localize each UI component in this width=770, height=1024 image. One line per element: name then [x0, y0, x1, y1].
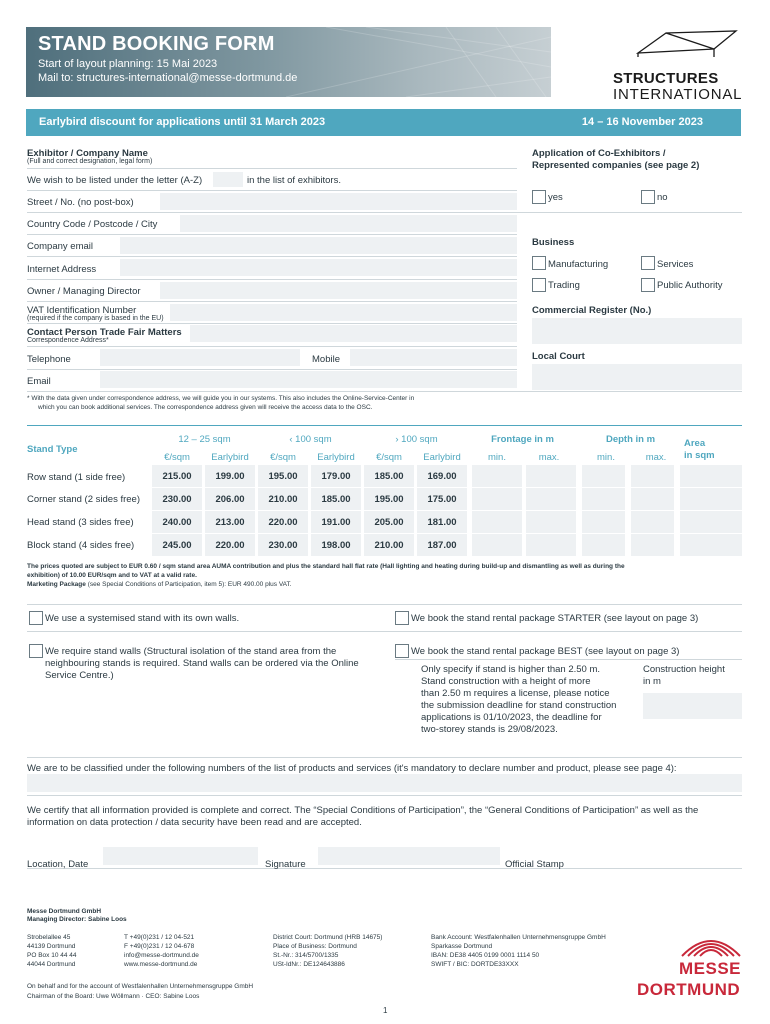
classified-label: We are to be classified under the following numbers of the list of products and services (it's mandatory to declare number and product, please see page 4): — [27, 763, 677, 774]
company-email-label: Company email — [27, 241, 93, 252]
footer-text: St.-Nr.: 314/5700/1335 — [273, 952, 339, 959]
letter-suffix: in the list of exhibitors. — [247, 175, 341, 186]
price-cell: 175.00 — [427, 494, 457, 505]
certify-line2: information on data protection / data security have been read and are accepted. — [27, 817, 362, 828]
divider — [27, 604, 742, 605]
local-court-input[interactable] — [532, 364, 742, 390]
stand-walls-line2: neighbouring stands is required. Stand walls can be ordered via the Online — [45, 658, 359, 669]
footer-text: T +49(0)231 / 12 04-521 — [124, 934, 195, 941]
footer-behalf: On behalf and for the account of Westfalenhallen Unternehmensgruppe GmbH — [27, 983, 254, 990]
divider — [27, 190, 517, 191]
footer-text: Bank Account: Westfalenhallen Unternehmensgruppe GmbH — [431, 934, 606, 941]
structures-logo-icon — [636, 27, 740, 61]
footnote-line1: * With the data given under correspondence address, we will guide you in our systems. This also includes the Online-Service-Center in — [27, 395, 415, 402]
price-cell: 185.00 — [321, 494, 351, 505]
frontage-max-input[interactable] — [526, 488, 576, 510]
letter-label: We wish to be listed under the letter (A-Z) — [27, 175, 203, 186]
price-cell: 230.00 — [162, 494, 192, 505]
marketing-package-label: Marketing Package — [27, 581, 86, 588]
coexhibitor-title: Application of Co-Exhibitors / Represented companies (see page 2) — [532, 148, 700, 171]
divider — [395, 659, 742, 660]
divider — [27, 323, 517, 324]
manufacturing-label: Manufacturing — [548, 259, 609, 270]
company-name-field[interactable] — [27, 168, 517, 169]
divider — [27, 631, 742, 632]
mobile-input[interactable] — [350, 349, 517, 366]
area-header: Area — [684, 438, 706, 449]
depth-max: max. — [645, 452, 667, 463]
layout-start-line: Start of layout planning: 15 Mai 2023 — [38, 58, 218, 70]
footer-text[interactable]: www.messe-dortmund.de — [124, 961, 198, 968]
frontage-max: max. — [538, 452, 560, 463]
stand-walls-checkbox[interactable] — [29, 644, 43, 658]
frontage-min-input[interactable] — [472, 488, 522, 510]
height-line6: two-storey stands is 29/08/2023. — [421, 724, 558, 735]
owner-input[interactable] — [160, 282, 517, 299]
price-cell: 210.00 — [374, 540, 404, 551]
mobile-label: Mobile — [312, 354, 340, 365]
marketing-package-text: (see Special Conditions of Participation, item 5): EUR 490.00 plus VAT. — [87, 581, 292, 588]
price-cell: 230.00 — [268, 540, 298, 551]
depth-max-input[interactable] — [631, 534, 674, 556]
price-cell: 245.00 — [162, 540, 192, 551]
area-input[interactable] — [680, 511, 742, 533]
footer-text: Strobelallee 45 — [27, 934, 71, 941]
commercial-register-input[interactable] — [532, 318, 742, 344]
commercial-register-label: Commercial Register (No.) — [532, 305, 652, 316]
header-banner — [26, 27, 551, 97]
depth-min: min. — [597, 452, 615, 463]
row-label: Head stand (3 sides free) — [27, 517, 134, 528]
early-sub-3: Earlybird — [423, 452, 461, 463]
divider — [27, 301, 517, 302]
page-number: 1 — [383, 1006, 388, 1015]
company-name-note: (Full and correct designation, legal form) — [27, 158, 153, 165]
footer-text: USt-IdNr.: DE124643886 — [273, 961, 345, 968]
starter-checkbox[interactable] — [395, 611, 409, 625]
divider — [27, 212, 742, 213]
group-header-3: › 100 sqm — [395, 434, 438, 445]
price-cell: 220.00 — [268, 517, 298, 528]
footer-text: PO Box 10 44 44 — [27, 952, 77, 959]
divider — [27, 279, 517, 280]
messe-dortmund-logo-icon — [680, 924, 742, 958]
internet-input[interactable] — [120, 259, 517, 276]
footer-text: 44044 Dortmund — [27, 961, 76, 968]
price-cell: 185.00 — [374, 471, 404, 482]
area-header-unit: in sqm — [684, 450, 715, 461]
certify-line1: We certify that all information provided is complete and correct. The “Special Conditions of Participation”, the “General Conditions of Participation” as well as the — [27, 805, 699, 816]
price-cell: 199.00 — [215, 471, 245, 482]
telephone-label: Telephone — [27, 354, 71, 365]
vat-note: (required if the company is based in the EU) — [27, 315, 164, 322]
price-cell: 187.00 — [427, 540, 457, 551]
contact-email-input[interactable] — [100, 371, 517, 388]
public-authority-checkbox[interactable] — [641, 278, 655, 292]
depth-min-input[interactable] — [582, 488, 625, 510]
frontage-header: Frontage in m — [491, 434, 554, 445]
footer-col2 — [124, 933, 199, 969]
early-sub-2: Earlybird — [317, 452, 355, 463]
footer-text: F +49(0)231 / 12 04-678 — [124, 943, 195, 950]
construction-height-input[interactable] — [643, 693, 742, 719]
earlybird-text: Earlybird discount for applications until 31 March 2023 — [39, 116, 326, 128]
sqm-sub-1: €/sqm — [164, 452, 190, 463]
stand-walls-line3: Service Centre.) — [45, 670, 114, 681]
vat-input[interactable] — [170, 304, 517, 321]
frontage-max-input[interactable] — [526, 534, 576, 556]
frontage-min-input[interactable] — [472, 465, 522, 487]
country-input[interactable] — [180, 215, 517, 232]
public-authority-label: Public Authority — [657, 280, 723, 291]
best-checkbox[interactable] — [395, 644, 409, 658]
divider — [27, 757, 742, 758]
systemised-label: We use a systemised stand with its own walls. — [45, 613, 240, 624]
company-name-label: Exhibitor / Company Name — [27, 148, 148, 159]
business-title: Business — [532, 237, 575, 248]
footer-text: Sparkasse Dortmund — [431, 943, 493, 950]
divider — [27, 256, 517, 257]
street-input[interactable] — [160, 193, 517, 210]
construction-height-unit: in m — [643, 676, 661, 687]
depth-max-input[interactable] — [631, 488, 674, 510]
coexhibitor-no-checkbox[interactable] — [641, 190, 655, 204]
prices-note-line1: The prices quoted are subject to EUR 0.60 / sqm stand area AUMA contribution and plus the standard hall flat rate (Hall lighting and heating during build-up and dismantling as well as during the — [27, 563, 625, 570]
contact-input[interactable] — [190, 325, 517, 342]
footer-text: SWIFT / BIC: DORTDE33XXX — [431, 961, 519, 968]
depth-max-input[interactable] — [631, 511, 674, 533]
best-label: We book the stand rental package BEST (see layout on page 3) — [411, 646, 680, 657]
area-input[interactable] — [680, 465, 742, 487]
height-line3: than 2.50 m requires a license, please notice — [421, 688, 610, 699]
telephone-input[interactable] — [100, 349, 300, 366]
price-cell: 210.00 — [268, 494, 298, 505]
price-cell: 198.00 — [321, 540, 351, 551]
divider — [27, 425, 742, 426]
logo-structures: STRUCTURES — [613, 70, 719, 87]
signature-input[interactable] — [318, 847, 500, 865]
logo-messe: MESSE — [679, 959, 742, 978]
footer-chairman: Chairman of the Board: Uwe Wöllmann · CEO: Sabine Loos — [27, 993, 200, 1000]
footer-md: Managing Director: Sabine Loos — [27, 916, 127, 923]
row-label: Corner stand (2 sides free) — [27, 494, 140, 505]
country-label: Country Code / Postcode / City — [27, 219, 158, 230]
price-cell: 213.00 — [215, 517, 245, 528]
divider — [27, 234, 517, 235]
form-title: STAND BOOKING FORM — [38, 33, 275, 55]
group-header-1: 12 – 25 sqm — [178, 434, 231, 445]
price-cell: 205.00 — [374, 517, 404, 528]
footer-text: Place of Business: Dortmund — [273, 943, 357, 950]
early-sub-1: Earlybird — [211, 452, 249, 463]
official-stamp-label: Official Stamp — [505, 859, 564, 870]
stand-type-header: Stand Type — [27, 444, 78, 455]
mail-to-line: Mail to: structures-international@messe-dortmund.de — [38, 72, 298, 84]
coexhibitor-yes-checkbox[interactable] — [532, 190, 546, 204]
depth-min-input[interactable] — [582, 465, 625, 487]
owner-label: Owner / Managing Director — [27, 286, 141, 297]
trading-label: Trading — [548, 280, 580, 291]
price-cell: 195.00 — [268, 471, 298, 482]
construction-height-label: Construction height — [643, 664, 725, 675]
frontage-max-input[interactable] — [526, 465, 576, 487]
vat-label: VAT Identification Number — [27, 305, 137, 316]
location-date-label: Location, Date — [27, 859, 89, 870]
footer-col1 — [27, 933, 77, 969]
event-dates: 14 – 16 November 2023 — [581, 116, 703, 128]
logo-international: INTERNATIONAL — [613, 86, 743, 103]
services-checkbox[interactable] — [641, 256, 655, 270]
depth-min-input[interactable] — [582, 511, 625, 533]
price-cell: 206.00 — [215, 494, 245, 505]
footer-company: Messe Dortmund GmbH — [27, 908, 102, 915]
footnote-line2: which you can book additional services. The correspondence address given will receive the access data to the OSC. — [38, 404, 373, 411]
stand-walls-line1: We require stand walls (Structural isolation of the stand area from the — [45, 646, 337, 657]
price-cell: 215.00 — [162, 471, 192, 482]
coexhibitor-yes-label: yes — [548, 192, 563, 203]
footer-text: 44139 Dortmund — [27, 943, 76, 950]
local-court-label: Local Court — [532, 351, 585, 362]
contact-email-label: Email — [27, 376, 51, 387]
price-cell: 169.00 — [427, 471, 457, 482]
trading-checkbox[interactable] — [532, 278, 546, 292]
divider — [27, 795, 742, 796]
street-label: Street / No. (no post-box) — [27, 197, 134, 208]
classified-input[interactable] — [27, 774, 742, 792]
group-header-2: ‹ 100 sqm — [289, 434, 332, 445]
depth-max-input[interactable] — [631, 465, 674, 487]
depth-header: Depth in m — [605, 434, 656, 445]
internet-label: Internet Address — [27, 264, 97, 275]
sqm-sub-3: €/sqm — [376, 452, 402, 463]
prices-note-line2: exhibition) of 10.00 EUR/sqm and to VAT at a valid rate. — [27, 572, 197, 579]
services-label: Services — [657, 259, 694, 270]
price-cell: 195.00 — [374, 494, 404, 505]
manufacturing-checkbox[interactable] — [532, 256, 546, 270]
row-label: Row stand (1 side free) — [27, 472, 126, 483]
footer-text: IBAN: DE38 4405 0199 0001 1114 50 — [431, 952, 540, 959]
height-line4: the submission deadline for stand construction — [421, 700, 617, 711]
height-line2: Stand construction with a height of more — [421, 676, 591, 687]
divider — [27, 391, 742, 392]
location-date-input[interactable] — [103, 847, 258, 865]
systemised-checkbox[interactable] — [29, 611, 43, 625]
footer-text: District Court: Dortmund (HRB 14675) — [273, 934, 383, 941]
starter-label: We book the stand rental package STARTER (see layout on page 3) — [411, 613, 699, 624]
contact-label: Contact Person Trade Fair Matters — [27, 327, 182, 338]
area-input[interactable] — [680, 534, 742, 556]
contact-note: Correspondence Address* — [27, 337, 109, 344]
frontage-max-input[interactable] — [526, 511, 576, 533]
letter-input[interactable] — [213, 172, 243, 187]
divider — [27, 346, 517, 347]
frontage-min-input[interactable] — [472, 534, 522, 556]
depth-min-input[interactable] — [582, 534, 625, 556]
price-cell: 181.00 — [427, 517, 457, 528]
height-line5: applications is 01/10/2023, the deadline for — [421, 712, 602, 723]
earlybird-bar — [26, 109, 741, 136]
footer-col3 — [273, 933, 382, 969]
coexhibitor-no-label: no — [657, 192, 668, 203]
height-line1: Only specify if stand is higher than 2.50 m. — [421, 664, 601, 675]
divider — [27, 369, 517, 370]
logo-dortmund: DORTMUND — [637, 980, 741, 999]
frontage-min: min. — [488, 452, 506, 463]
area-input[interactable] — [680, 488, 742, 510]
price-cell: 179.00 — [321, 471, 351, 482]
company-email-input[interactable] — [120, 237, 517, 254]
footer-col4 — [431, 933, 606, 969]
sqm-sub-2: €/sqm — [270, 452, 296, 463]
frontage-min-input[interactable] — [472, 511, 522, 533]
prices-note-line3 — [27, 581, 292, 588]
price-cell: 191.00 — [321, 517, 351, 528]
divider — [27, 868, 742, 869]
row-label: Block stand (4 sides free) — [27, 540, 135, 551]
price-cell: 240.00 — [162, 517, 192, 528]
footer-text[interactable]: info@messe-dortmund.de — [124, 952, 199, 959]
price-cell: 220.00 — [215, 540, 245, 551]
signature-label: Signature — [265, 859, 306, 870]
